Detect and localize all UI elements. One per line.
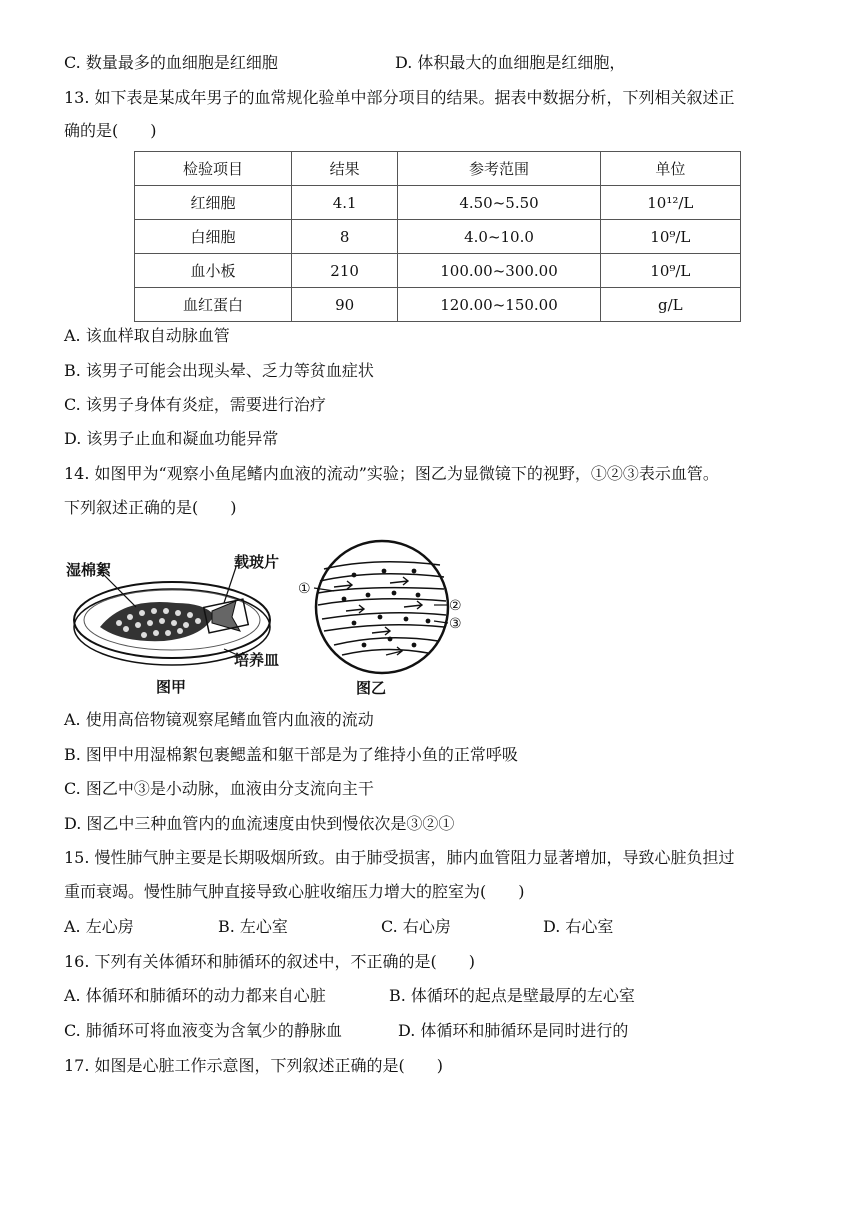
table-cell: 10⁹/L	[600, 220, 740, 254]
q16-option-a: A. 体循环和肺循环的动力都来自心脏	[64, 986, 326, 1005]
q14-option-c: C. 图乙中③是小动脉，血液由分支流向主干	[64, 779, 374, 798]
label-glass-slide: 载玻片	[234, 553, 280, 571]
table-cell: 4.0~10.0	[398, 220, 600, 254]
table-cell: 10⁹/L	[600, 254, 740, 288]
q16-stem: 16. 下列有关体循环和肺循环的叙述中，不正确的是( )	[64, 952, 476, 971]
table-cell: 210	[291, 254, 397, 288]
q14-option-d: D. 图乙中三种血管内的血流速度由快到慢依次是③②①	[64, 814, 455, 833]
table-row	[135, 220, 741, 254]
q14-option-b: B. 图甲中用湿棉絮包裹鳃盖和躯干部是为了维持小鱼的正常呼吸	[64, 745, 518, 764]
q14-stem-line1: 14. 如图甲为“观察小鱼尾鳍内血液的流动”实验；图乙为显微镜下的视野，①②③表示血管。	[64, 464, 719, 483]
q13-option-b: B. 该男子可能会出现头晕、乏力等贫血症状	[64, 361, 374, 380]
q15-option-c: C. 右心房	[381, 917, 451, 936]
table-cell: 8	[291, 220, 397, 254]
q13-option-a: A. 该血样取自动脉血管	[64, 326, 230, 345]
table-row	[135, 254, 741, 288]
label-wet-cotton: 湿棉絮	[66, 561, 112, 579]
table-cell: 120.00~150.00	[398, 288, 600, 322]
q13-option-c: C. 该男子身体有炎症，需要进行治疗	[64, 395, 326, 414]
header-unit: 单位	[600, 152, 740, 186]
table-row	[135, 186, 741, 220]
q16-option-d: D. 体循环和肺循环是同时进行的	[398, 1021, 629, 1040]
q15-stem-line1: 15. 慢性肺气肿主要是长期吸烟所致。由于肺受损害，肺内血管阻力显著增加，导致心脏负担过	[64, 848, 735, 867]
table-cell: 4.50~5.50	[398, 186, 600, 220]
table-cell: 红细胞	[135, 186, 292, 220]
table-cell: 血小板	[135, 254, 292, 288]
q15-option-b: B. 左心室	[218, 917, 288, 936]
table-row	[135, 288, 741, 322]
q17-stem: 17. 如图是心脏工作示意图，下列叙述正确的是( )	[64, 1056, 444, 1075]
table-cell: 100.00~300.00	[398, 254, 600, 288]
q13-stem-line1: 13. 如下表是某成年男子的血常规化验单中部分项目的结果。据表中数据分析，下列相关叙述正	[64, 88, 735, 107]
q15-option-d: D. 右心室	[543, 917, 614, 936]
caption-figure-b: 图乙	[356, 679, 387, 697]
table-cell: 白细胞	[135, 220, 292, 254]
q16-option-c: C. 肺循环可将血液变为含氧少的静脉血	[64, 1021, 342, 1040]
marker-1: ①	[298, 581, 311, 597]
q15-option-a: A. 左心房	[64, 917, 134, 936]
header-range: 参考范围	[398, 152, 600, 186]
table-header-row	[135, 152, 741, 186]
figure-a-petri-dish	[64, 545, 294, 700]
header-item: 检验项目	[135, 152, 292, 186]
blood-test-table	[134, 151, 741, 322]
q13-option-d: D. 该男子止血和凝血功能异常	[64, 429, 279, 448]
figure-b-microscope-view	[294, 535, 474, 700]
caption-figure-a: 图甲	[156, 678, 187, 696]
header-result: 结果	[291, 152, 397, 186]
label-petri-dish: 培养皿	[234, 651, 280, 669]
q14-option-a: A. 使用高倍物镜观察尾鳍血管内血液的流动	[64, 710, 374, 729]
table-cell: 血红蛋白	[135, 288, 292, 322]
q15-stem-line2: 重而衰竭。慢性肺气肿直接导致心脏收缩压力增大的腔室为( )	[64, 882, 525, 901]
q12-option-d: D. 体积最大的血细胞是红细胞，	[395, 53, 626, 72]
table-cell: g/L	[600, 288, 740, 322]
marker-2: ②	[449, 598, 462, 614]
table-cell: 90	[291, 288, 397, 322]
table-cell: 10¹²/L	[600, 186, 740, 220]
table-cell: 4.1	[291, 186, 397, 220]
marker-3: ③	[449, 616, 462, 632]
q13-stem-line2: 确的是( )	[64, 121, 157, 140]
q14-stem-line2: 下列叙述正确的是( )	[64, 498, 237, 517]
q16-option-b: B. 体循环的起点是壁最厚的左心室	[389, 986, 635, 1005]
q12-option-c: C. 数量最多的血细胞是红细胞	[64, 53, 278, 72]
